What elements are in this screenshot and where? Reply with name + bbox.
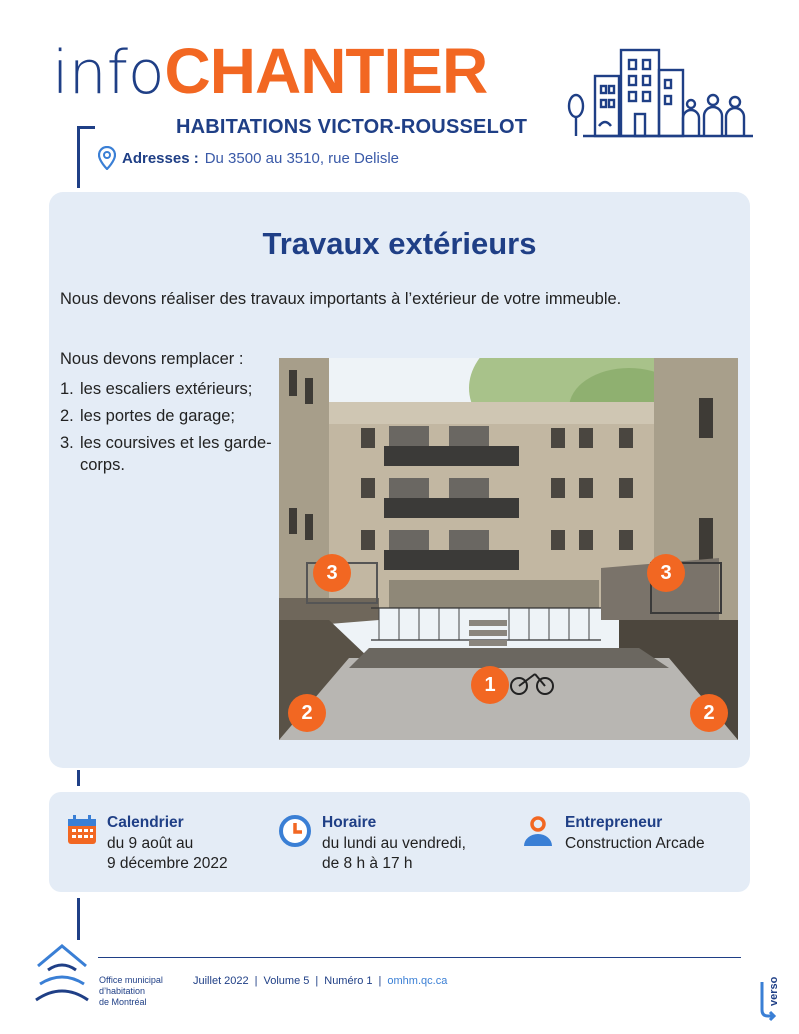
photo-marker-3-right: 3 bbox=[647, 554, 685, 592]
section-title: Travaux extérieurs bbox=[262, 226, 537, 261]
photo-marker-2-left: 2 bbox=[288, 694, 326, 732]
intro-text: Nous devons réaliser des travaux importants à l’extérieur de votre immeuble. bbox=[60, 290, 622, 308]
contractor-name: Construction Arcade bbox=[565, 835, 705, 852]
issue-volume: Volume 5 bbox=[263, 975, 310, 987]
mid-vertical-rule bbox=[77, 770, 80, 786]
footer-rule bbox=[98, 957, 741, 958]
brand-title bbox=[52, 26, 487, 118]
address-value: Du 3500 au 3510, rue Delisle bbox=[204, 149, 400, 167]
brand-prefix: info bbox=[52, 38, 165, 108]
photo-marker-3-left: 3 bbox=[313, 554, 351, 592]
list-intro: Nous devons remplacer : bbox=[60, 350, 244, 368]
omhm-logo-icon bbox=[34, 942, 90, 1002]
building-photo bbox=[279, 358, 738, 740]
photo-marker-1: 1 bbox=[471, 666, 509, 704]
issue-date: Juillet 2022 bbox=[193, 975, 249, 987]
calendar-icon bbox=[67, 814, 97, 846]
list-item: 2. les portes de garage; bbox=[60, 407, 236, 425]
brand-main: CHANTIER bbox=[164, 35, 488, 107]
issue-info: Juillet 2022 | Volume 5 | Numéro 1 | omhm.qc.ca bbox=[193, 975, 448, 987]
location-pin-icon bbox=[98, 146, 116, 170]
buildings-illustration-icon bbox=[563, 46, 755, 142]
works-list bbox=[60, 378, 280, 481]
website-link[interactable]: omhm.qc.ca bbox=[387, 975, 448, 987]
schedule-line1: du lundi au vendredi, bbox=[322, 835, 466, 852]
works-panel bbox=[49, 192, 750, 768]
lower-vertical-rule bbox=[77, 898, 80, 940]
calendar-block bbox=[67, 814, 228, 874]
list-item: 1. les escaliers extérieurs; bbox=[60, 380, 253, 398]
calendar-title: Calendrier bbox=[107, 814, 184, 831]
address-line bbox=[98, 146, 399, 170]
verso-label: verso bbox=[768, 976, 780, 1006]
contractor-title: Entrepreneur bbox=[565, 814, 663, 831]
header-vertical-rule bbox=[77, 126, 80, 188]
project-subtitle: HABITATIONS VICTOR-ROUSSELOT bbox=[176, 116, 528, 138]
calendar-line2: 9 décembre 2022 bbox=[107, 855, 228, 872]
address-label: Adresses : bbox=[122, 149, 199, 167]
info-bar bbox=[49, 792, 750, 892]
list-item: 3. les coursives et les garde-corps. bbox=[60, 434, 272, 474]
contractor-block bbox=[521, 814, 705, 854]
person-icon bbox=[521, 814, 555, 848]
clock-icon bbox=[278, 814, 312, 848]
schedule-line2: de 8 h à 17 h bbox=[322, 855, 413, 872]
schedule-block bbox=[278, 814, 466, 874]
issue-number: Numéro 1 bbox=[324, 975, 373, 987]
calendar-line1: du 9 août au bbox=[107, 835, 194, 852]
schedule-title: Horaire bbox=[322, 814, 377, 831]
header-horizontal-rule bbox=[77, 126, 95, 129]
verso-indicator[interactable] bbox=[752, 962, 792, 1022]
photo-marker-2-right: 2 bbox=[690, 694, 728, 732]
org-name: Office municipal d’habitation de Montréal bbox=[99, 975, 163, 1007]
